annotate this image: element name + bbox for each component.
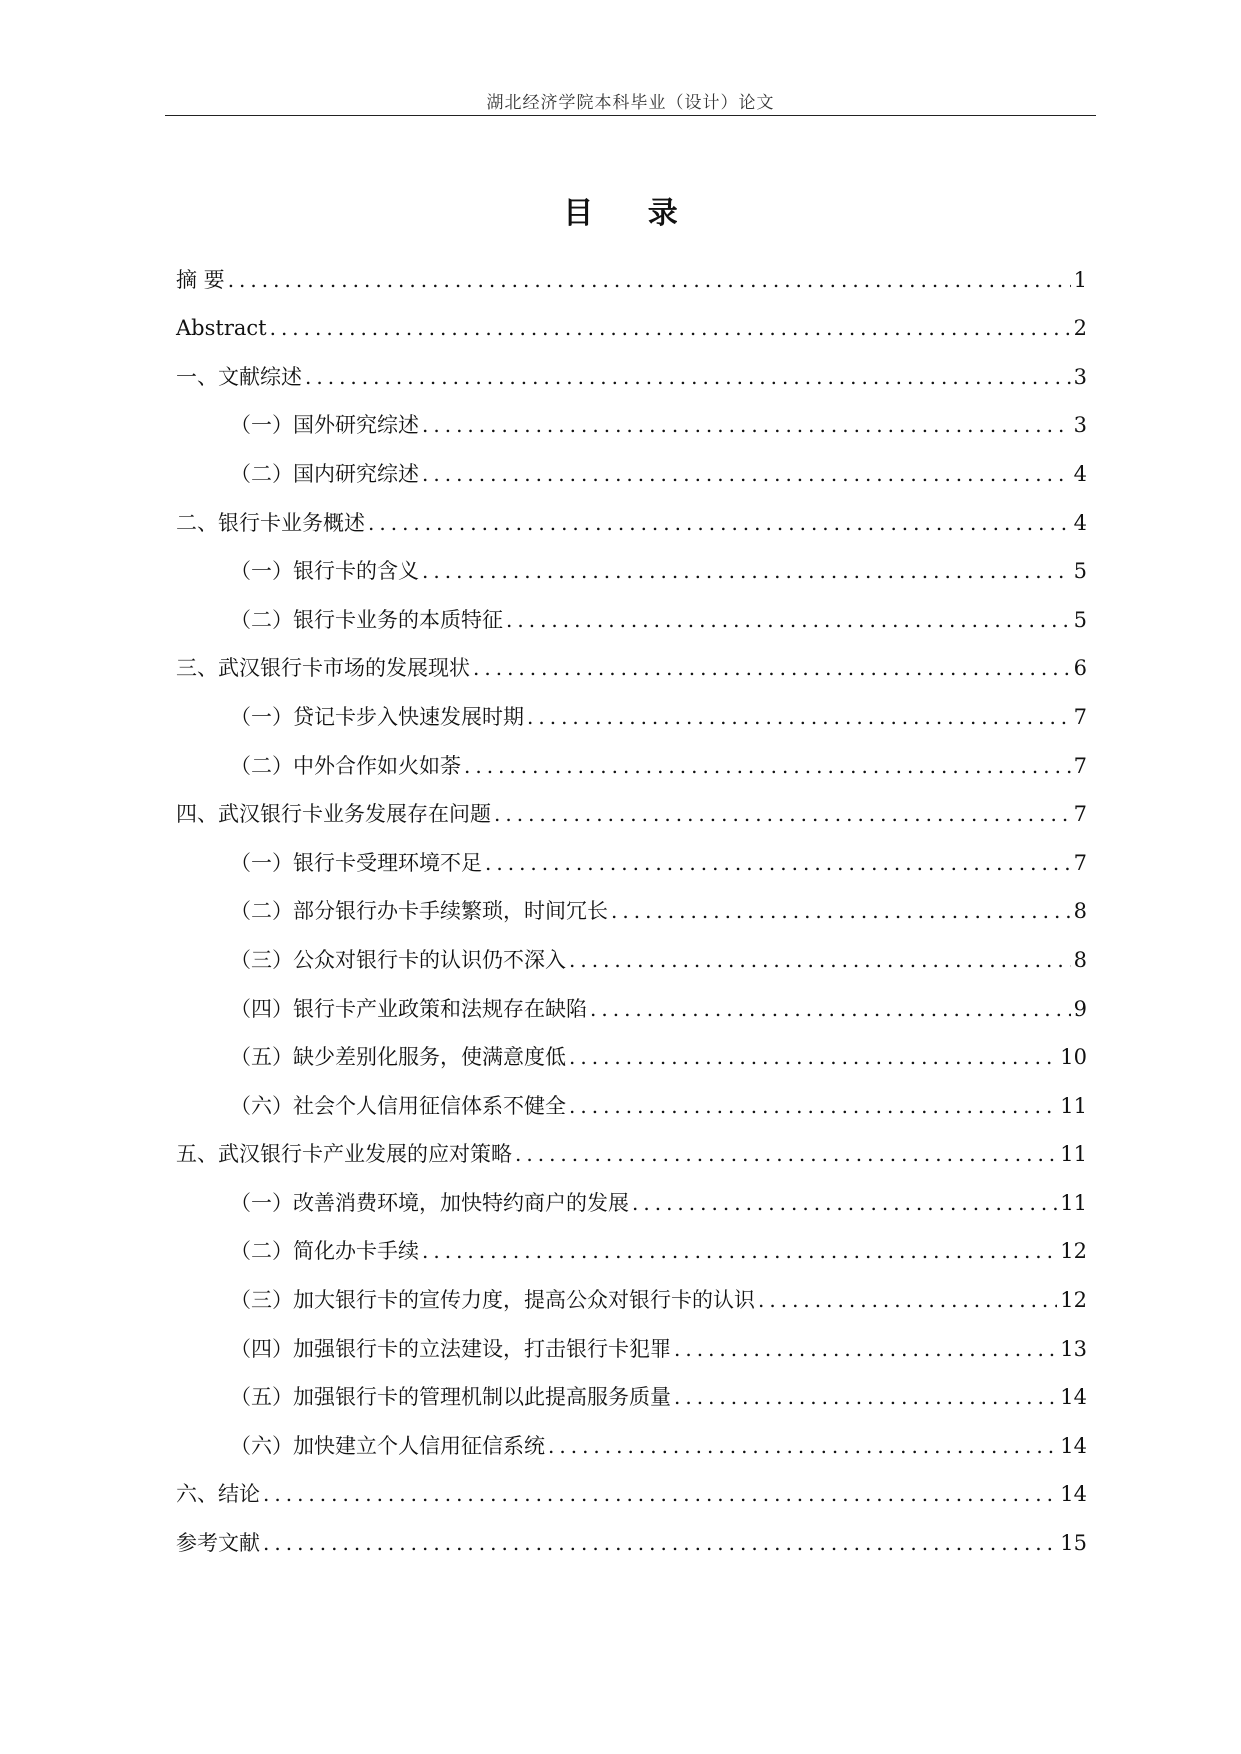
toc-entry[interactable] — [176, 1459, 1087, 1508]
toc-dot-leader — [611, 898, 1071, 924]
toc-entry-label: 摘 要 — [176, 267, 225, 292]
toc-entry-page-number: 12 — [1060, 1239, 1087, 1264]
toc-entry[interactable] — [176, 1507, 1087, 1556]
toc-entry-page-number: 7 — [1073, 850, 1087, 875]
toc-entry-page-number: 7 — [1073, 802, 1087, 827]
toc-dot-leader — [422, 558, 1071, 584]
toc-entry[interactable] — [176, 1410, 1087, 1459]
toc-dot-leader — [569, 947, 1071, 973]
toc-entry-label: （一）国外研究综述 — [230, 413, 419, 438]
header-rule — [165, 115, 1096, 116]
toc-entry-page-number: 11 — [1060, 1142, 1087, 1167]
toc-entry-label: 六、结论 — [176, 1482, 260, 1507]
toc-dot-leader — [569, 1044, 1057, 1070]
toc-entry[interactable] — [176, 633, 1087, 682]
toc-dot-leader — [305, 364, 1071, 390]
toc-dot-leader — [674, 1384, 1057, 1410]
toc-entry-label: Abstract — [176, 316, 267, 341]
toc-entry-label: 四、武汉银行卡业务发展存在问题 — [176, 802, 491, 827]
toc-entry-label: （三）公众对银行卡的认识仍不深入 — [230, 947, 566, 972]
toc-entry-page-number: 2 — [1073, 316, 1087, 341]
toc-dot-leader — [263, 1530, 1057, 1556]
toc-dot-leader — [548, 1433, 1057, 1459]
toc-entry[interactable] — [176, 487, 1087, 536]
toc-entry-label: （二）中外合作如火如荼 — [230, 753, 461, 778]
toc-entry-label: 三、武汉银行卡市场的发展现状 — [176, 656, 470, 681]
toc-entry-page-number: 12 — [1060, 1288, 1087, 1313]
toc-entry-label: （六）社会个人信用征信体系不健全 — [230, 1093, 566, 1118]
toc-entry-label: （六）加快建立个人信用征信系统 — [230, 1433, 545, 1458]
toc-entry[interactable] — [176, 536, 1087, 585]
toc-entry[interactable] — [176, 779, 1087, 828]
toc-entry-page-number: 11 — [1060, 1190, 1087, 1215]
toc-entry-label: （二）银行卡业务的本质特征 — [230, 607, 503, 632]
toc-entry[interactable] — [176, 438, 1087, 487]
toc-entry[interactable] — [176, 390, 1087, 439]
toc-entry[interactable] — [176, 1022, 1087, 1071]
toc-entry-page-number: 3 — [1073, 413, 1087, 438]
toc-dot-leader — [270, 315, 1071, 341]
toc-dot-leader — [632, 1190, 1057, 1216]
toc-entry[interactable] — [176, 827, 1087, 876]
toc-dot-leader — [228, 267, 1071, 293]
toc-entry-label: （一）银行卡的含义 — [230, 559, 419, 584]
toc-dot-leader — [422, 1238, 1057, 1264]
toc-entry-label: （二）简化办卡手续 — [230, 1239, 419, 1264]
toc-entry[interactable] — [176, 973, 1087, 1022]
toc-entry[interactable] — [176, 584, 1087, 633]
toc-dot-leader — [527, 704, 1071, 730]
toc-entry[interactable] — [176, 1313, 1087, 1362]
toc-entry-label: （五）加强银行卡的管理机制以此提高服务质量 — [230, 1385, 671, 1410]
toc-entry-label: （三）加大银行卡的宣传力度，提高公众对银行卡的认识 — [230, 1288, 755, 1313]
toc-dot-leader — [368, 510, 1071, 536]
toc-entry-label: （二）国内研究综述 — [230, 461, 419, 486]
toc-entry[interactable] — [176, 341, 1087, 390]
toc-entry[interactable] — [176, 1167, 1087, 1216]
toc-entry[interactable] — [176, 730, 1087, 779]
toc-entry-page-number: 4 — [1073, 461, 1087, 486]
toc-entry[interactable] — [176, 1216, 1087, 1265]
toc-entry-page-number: 1 — [1073, 267, 1087, 292]
toc-dot-leader — [263, 1481, 1057, 1507]
toc-entry-page-number: 10 — [1060, 1045, 1087, 1070]
toc-entry-label: 一、文献综述 — [176, 364, 302, 389]
toc-entry-page-number: 4 — [1073, 510, 1087, 535]
toc-entry-label: 参考文献 — [176, 1531, 260, 1556]
toc-entry-page-number: 13 — [1060, 1336, 1087, 1361]
toc-entry-page-number: 11 — [1060, 1093, 1087, 1118]
toc-entry[interactable] — [176, 1362, 1087, 1411]
toc-entry-page-number: 15 — [1060, 1531, 1087, 1556]
toc-dot-leader — [506, 607, 1071, 633]
toc-entry-page-number: 3 — [1073, 364, 1087, 389]
toc-entry-page-number: 14 — [1060, 1433, 1087, 1458]
toc-entry-page-number: 14 — [1060, 1385, 1087, 1410]
toc-dot-leader — [758, 1287, 1057, 1313]
toc-entry-page-number: 7 — [1073, 753, 1087, 778]
toc-entry[interactable] — [176, 681, 1087, 730]
toc-entry[interactable] — [176, 244, 1087, 293]
table-of-contents — [176, 244, 1087, 1556]
toc-dot-leader — [515, 1141, 1057, 1167]
toc-entry[interactable] — [176, 1119, 1087, 1168]
toc-entry[interactable] — [176, 924, 1087, 973]
toc-entry-page-number: 8 — [1073, 947, 1087, 972]
toc-dot-leader — [494, 801, 1071, 827]
toc-entry-label: 二、银行卡业务概述 — [176, 510, 365, 535]
toc-entry[interactable] — [176, 293, 1087, 342]
toc-entry-label: （一）银行卡受理环境不足 — [230, 850, 482, 875]
toc-entry-page-number: 6 — [1073, 656, 1087, 681]
toc-entry-label: （四）加强银行卡的立法建设，打击银行卡犯罪 — [230, 1336, 671, 1361]
toc-dot-leader — [422, 412, 1071, 438]
toc-entry-label: （四）银行卡产业政策和法规存在缺陷 — [230, 996, 587, 1021]
toc-entry-page-number: 9 — [1073, 996, 1087, 1021]
toc-title: 目 录 — [563, 196, 700, 231]
toc-entry-page-number: 14 — [1060, 1482, 1087, 1507]
toc-entry-page-number: 7 — [1073, 704, 1087, 729]
toc-dot-leader — [569, 1093, 1057, 1119]
toc-dot-leader — [590, 996, 1071, 1022]
toc-entry-page-number: 8 — [1073, 899, 1087, 924]
toc-entry-page-number: 5 — [1073, 607, 1087, 632]
toc-entry-label: 五、武汉银行卡产业发展的应对策略 — [176, 1142, 512, 1167]
toc-dot-leader — [473, 655, 1071, 681]
toc-entry-page-number: 5 — [1073, 559, 1087, 584]
toc-entry-label: （一）改善消费环境，加快特约商户的发展 — [230, 1190, 629, 1215]
toc-entry-label: （五）缺少差别化服务，使满意度低 — [230, 1045, 566, 1070]
toc-entry[interactable] — [176, 876, 1087, 925]
toc-entry[interactable] — [176, 1264, 1087, 1313]
toc-entry-label: （二）部分银行办卡手续繁琐，时间冗长 — [230, 899, 608, 924]
toc-entry[interactable] — [176, 1070, 1087, 1119]
toc-dot-leader — [464, 753, 1071, 779]
toc-dot-leader — [485, 850, 1071, 876]
toc-dot-leader — [674, 1336, 1057, 1362]
toc-entry-label: （一）贷记卡步入快速发展时期 — [230, 704, 524, 729]
toc-dot-leader — [422, 461, 1071, 487]
running-header: 湖北经济学院本科毕业（设计）论文 — [486, 93, 775, 113]
